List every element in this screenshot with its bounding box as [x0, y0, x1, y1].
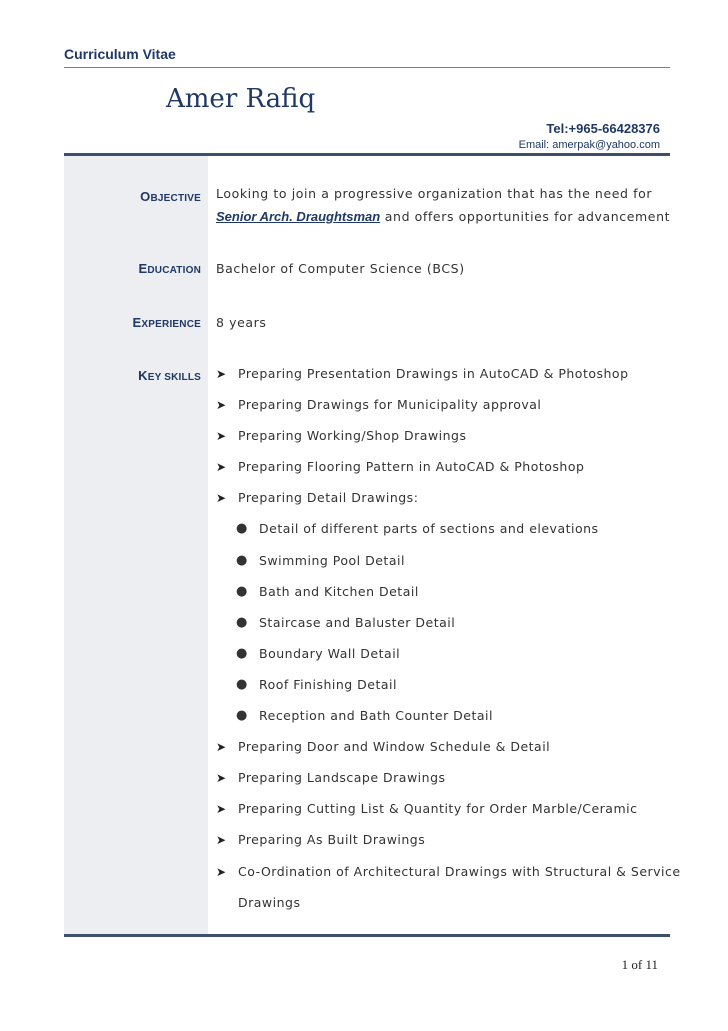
- experience-text: 8 years: [216, 315, 267, 330]
- objective-line-2: Senior Arch. Draughtsman and offers opportunities for advancement: [216, 209, 671, 224]
- skill-item: ➤ Preparing Presentation Drawings in AutoCAD & Photoshop: [216, 366, 629, 381]
- skill-item-continuation: Drawings: [238, 894, 301, 910]
- detail-item: ● Bath and Kitchen Detail: [236, 583, 419, 599]
- section-bottom-border: [64, 934, 670, 937]
- bullet-dot-icon: ●: [236, 521, 248, 537]
- arrow-bullet-icon: ➤: [216, 833, 227, 848]
- arrow-bullet-icon: ➤: [216, 429, 227, 444]
- objective-position-highlight: Senior Arch. Draughtsman: [216, 209, 381, 224]
- skill-item: ➤ Preparing Door and Window Schedule & Detail: [216, 739, 551, 755]
- arrow-bullet-icon: ➤: [216, 864, 227, 879]
- experience-label: EXPERIENCE: [132, 315, 201, 330]
- detail-item: ● Reception and Bath Counter Detail: [236, 708, 493, 724]
- skill-item: ➤ Co-Ordination of Architectural Drawings with Structural & Service: [216, 863, 681, 879]
- skill-item: ➤ Preparing Flooring Pattern in AutoCAD & Photoshop: [216, 459, 585, 475]
- document-header-title: Curriculum Vitae: [64, 46, 176, 62]
- objective-line-1: Looking to join a progressive organization that has the need for: [216, 186, 653, 201]
- candidate-name: Amer Rafiq: [166, 84, 316, 114]
- bullet-dot-icon: ●: [236, 708, 248, 724]
- detail-item: ● Roof Finishing Detail: [236, 676, 398, 692]
- skill-item: ➤ Preparing Working/Shop Drawings: [216, 428, 467, 444]
- key-skills-label: KEY SKILLS: [138, 368, 201, 383]
- arrow-bullet-icon: ➤: [216, 491, 227, 506]
- bullet-dot-icon: ●: [236, 614, 248, 630]
- detail-item: ● Boundary Wall Detail: [236, 645, 401, 661]
- skill-item: ➤ Preparing Landscape Drawings: [216, 770, 446, 786]
- detail-item: ● Swimming Pool Detail: [236, 552, 405, 568]
- header-divider: [64, 67, 670, 68]
- arrow-bullet-icon: ➤: [216, 771, 227, 786]
- arrow-bullet-icon: ➤: [216, 802, 227, 817]
- arrow-bullet-icon: ➤: [216, 367, 227, 381]
- objective-label: OBJECTIVE: [140, 189, 201, 204]
- detail-item: ● Detail of different parts of sections and elevations: [236, 521, 599, 537]
- bullet-dot-icon: ●: [236, 676, 248, 692]
- arrow-bullet-icon: ➤: [216, 740, 227, 755]
- page-number: 1 of 11: [621, 957, 658, 972]
- arrow-bullet-icon: ➤: [216, 398, 227, 413]
- key-skills-list: [216, 366, 681, 926]
- education-text: Bachelor of Computer Science (BCS): [216, 261, 465, 276]
- bullet-dot-icon: ●: [236, 552, 248, 568]
- skill-item: ➤ Preparing Cutting List & Quantity for Order Marble/Ceramic: [216, 801, 638, 817]
- skill-item: ➤ Preparing Drawings for Municipality approval: [216, 397, 542, 413]
- phone-number: Tel:+965-66428376: [546, 121, 660, 136]
- arrow-bullet-icon: ➤: [216, 460, 227, 475]
- skill-item: ➤ Preparing Detail Drawings:: [216, 490, 419, 506]
- detail-item: ● Staircase and Baluster Detail: [236, 614, 456, 630]
- bullet-dot-icon: ●: [236, 583, 248, 599]
- email-address: Email: amerpak@yahoo.com: [518, 139, 660, 151]
- bullet-dot-icon: ●: [236, 645, 248, 661]
- education-label: EDUCATION: [138, 261, 201, 276]
- skill-item: ➤ Preparing As Built Drawings: [216, 832, 426, 848]
